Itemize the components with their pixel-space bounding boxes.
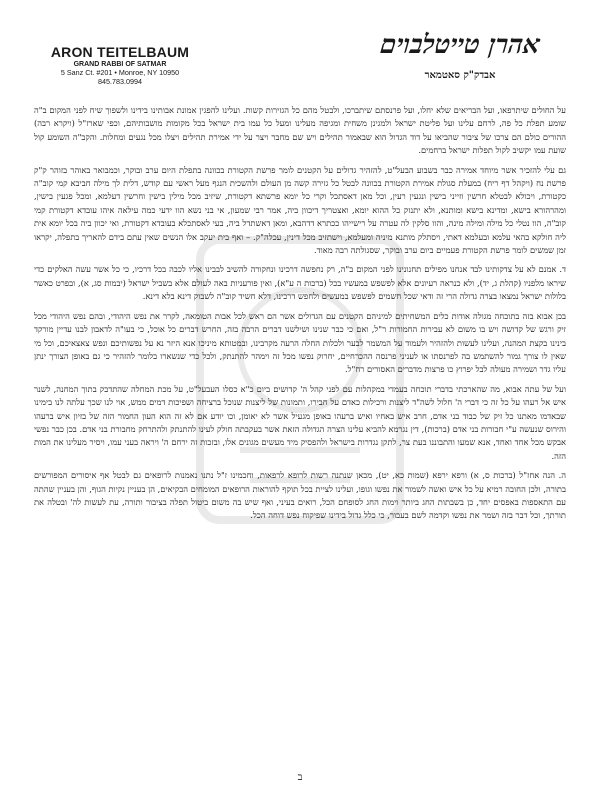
- letterhead: [0, 0, 600, 100]
- english-title: GRAND RABBI OF SATMAR: [73, 61, 167, 68]
- english-address: 5 Sanz Ct. #201 • Monroe, NY 10950: [60, 68, 180, 77]
- english-phone: 845.783.0994: [98, 77, 142, 86]
- paragraph: גם עלי להזכיר אשר מיוחד אמירה כבר בשבוע הבעל"ט, להזהיר גדולים על הקטנים לומר פרשת הקטורת בכוונה בתפלת היום ערב ובוקר, וכמבואר באוהר בזוהר ק"ק פרשת נח (ויקהל דף ריח) במעלת סגולת אמירת הקטורת בכוונה לבטל כל גזירה קשה מן העולם ולהשכית הנגף מעל ראשי עם קודש, דלית לך מילה חביבא קמי קוב"ה כקטורת, ויכולא לבטלא חרשין וזייני בישין ונגעין רעין, וכל מאן דאסתכל וקרי כל יומא פרשתא דקטורת, שיזיב מכל מילין בישין וחרשין דעלמא, ומכל פגעין בישין, ומהרהורא בישא, ומדינא בישא ומותנא, ולא יתנזק כל ההוא יומא, ואצטריך דיכוון ביה, אמר רבי שמעון, אי בני נשא הוו ידעי כמה עילאה איהו עובדא דקטורת קמי קוב"ה, הוו נטלי כל מילה ומילה מינה, והוו סלקין לה עטרה על רישייהו ככתרא דדהבא, ומאן דאשתדל ביה, בעי לאסתכלא בעובדא דקטורת, ואי יכוון ביה בכל יומא אית ליה חולקא בהאי עלמא ובעלמא דאתי, ויסתלק מותנא מיניה ומעלמא, וישתזיב מכל דינין, עכלה"ק. – ואף בית יעקב אלו הנשים שאין עתם בידם להאריך בתפלה, יקראו זמן שמשים לומר פרשת הקטורת פעמיים ביום ערב ובוקר, שסגולתה רבה מאוד.: [34, 164, 566, 256]
- paragraph: ה. הנה אחז"ל (ברכות ס, א) ורפא ירפא (שמות כא, יט), מכאן שנתנה רשות לרופא לרפאות, וחכמינו ז"ל נתנו נאמנות לרופאים גם לבטל אף איסורים המפורשים בתורה, ולכן החובה רמיא על כל איש ואשה לשמור את נפשו וגופו, ועלינו לציית בכל תוקף להוראות הרופאים המומחים הבקיאים, הן בעניין נקיות הגוף, והן בעניין שהתה עם התאספות באפסים יחד, כן בשבתות החג ביותר וימות החג לסופחם הכל, רואים בעיני, ואף שיש בה משום ביטול תפלה בציבור ותורה, עת לעשות לה' ובטלה את תורתך, וכל דבר בזה ושמר את נפשו וקדמה לשם בעבור, כי כלל גדול בידינו שפיקוח נפש דוחה הכל.: [34, 470, 566, 521]
- english-name: ARON TEITELBAUM: [50, 44, 190, 60]
- hebrew-title: אבדק"ק סאטמאר: [424, 70, 496, 81]
- paragraph: ועל של עתה אבוא, מה שהארכתי בדברי תוכחה בעמדי במקהלות עם לפני קהל ה' קדושים ביום כ"א כסלו העבעל"ט, על מכת המחלה שהתדבק בתוך המחנה, לשנר איש אל רעהו על כל זה כי דברי ה' חלול לשה"ד ליצנות ורכילות כאדם על חבירו, ותמונות של ליצנות שנוכל ברציחה ושפיכות דמים ממש, אוי לנו שכך עלתה לנו בימינו שבאדמו מאתנו כל זיק של כבוד בני אדם, חרב איש באחיו ואיש ברעהו באופן מגעיל אשר לא יאומן, וכו יודע אם לא זה הוא העון החמור הזה של בזיון איש ברעהו והירוס שנעשה ע"י חבורות בני אדם (ברכות), דין נגרמא להביא עלינו הצרה הגדולה הזאת אשר בעקבתה חולק לעינו להתנתק ולהתרחק מחבורת בני אדם. בכן כבר נפשי אבקש מכל אחד ואחד, אנא שמעו והתבוננו בעת צר, לתקן נגדרות בישראל ולהפסיק מיד מעשים מגונים אלו, ובזכות זה ירחם ה' ויראה בעני עמו, ויסיר מעלינו את המות הזה.: [34, 383, 566, 461]
- paragraph: על החולים שיתרפאו, ועל הבריאים שלא יחלו, ועל פרנסתם שיתברכו, ולבטל מהם כל הגזירות קשות. ועלינו להפגין אמונת אבותינו בידינו ולשפוך שיח לפני המקום ב"ה שומע תפלת כל פה, לרחם עלינו ועל פליטת ישראל ולמגינן משחית ומגיפה מעלינו ומעל כל עמו בית ישראל בכל מקומות מושבותיהם, וכפי שארז"ל (ויקרא רבה) ההורים כולם הם צרכו של ציבור שהביאו על דוד הגדול הוא שבאמור תהילים ויש שם מחבר ויצר על ידי אמירת תהילים ויצלו מכל נגעים ומחלות. והקב"ה השומע קול שועת עמו יקשיב לקול תפלות ישראל ברחמים.: [34, 105, 566, 156]
- paragraph: בכן אבוא בזה בתוכחה מגולה אודות כלים המשחיתים למיניהם הקטנים עם הגדולים אשר הם ראש לכל אבות הטומאה, לקרר את נפש היהודי, ובהם נפש היהודי מכל זיק ורגש של קדושה ויש בו משום לא עבירות החמורות ר"ל, ואם כי כבר שנינו ושילשנו דברים הרבה בזה, החרש דברים כל אוכל, כי בעו"ה לדאבון לבנו עדיין מורקד בינינו בקצת המהנה, ועלינו לעשות ולהזהיר ולעמוד על המשמר לבער ולכלות החלה הרעה מקרבינו, ובמטותא מיניכו אנא היזר נא על נפשותיכם ונפש צאצאיכם, וכל מי שאין לו צורך גמור להשתמש בה לפרנסתו או לעניני פרנסה ההכרחיים, יחרוק נפשו מכל זה וימהר להתנתק, ולכל כדי שנשארו בלומר להזהיר כי גם באופן הצורך ינתן עליו גדר ושמירה מעולה לבל יפרוץ כו פרצות מדברים האסורים רח"ל.: [34, 310, 566, 375]
- letter-body: [34, 104, 566, 529]
- page-number: ב: [297, 772, 303, 783]
- paragraph: ד. אמנם לא על צדקותינו לבד אנחנו מפילים תחנונינו לפני המקום ב"ה, רק נחפשה דרכינו ונחקורה להשיב לבבינו אליו לכבה בכל דרכיו, כי כל אשר עשה האלקים כדי שיראו מלפניו (קהלת ג, יד), ולא כנראה רעיונים אלא לפשפש במעשיו בכל (ברכות ה ע"א), ואין פורעניות באה לעולם אלא בשביל ישראל (יבמות סג, א), ובפרט כאשר בלולות ישראל נמצאו בצרה גדולה הרי זה ודאי שכל חשמים לפשפש במעשים ולחפש דרכינו, דלא חשיד קוב"ה לשבוק דינא בלא דינא.: [34, 264, 566, 302]
- hebrew-name: אהרן טייטלבוים: [378, 30, 542, 60]
- english-letterhead: [40, 44, 200, 86]
